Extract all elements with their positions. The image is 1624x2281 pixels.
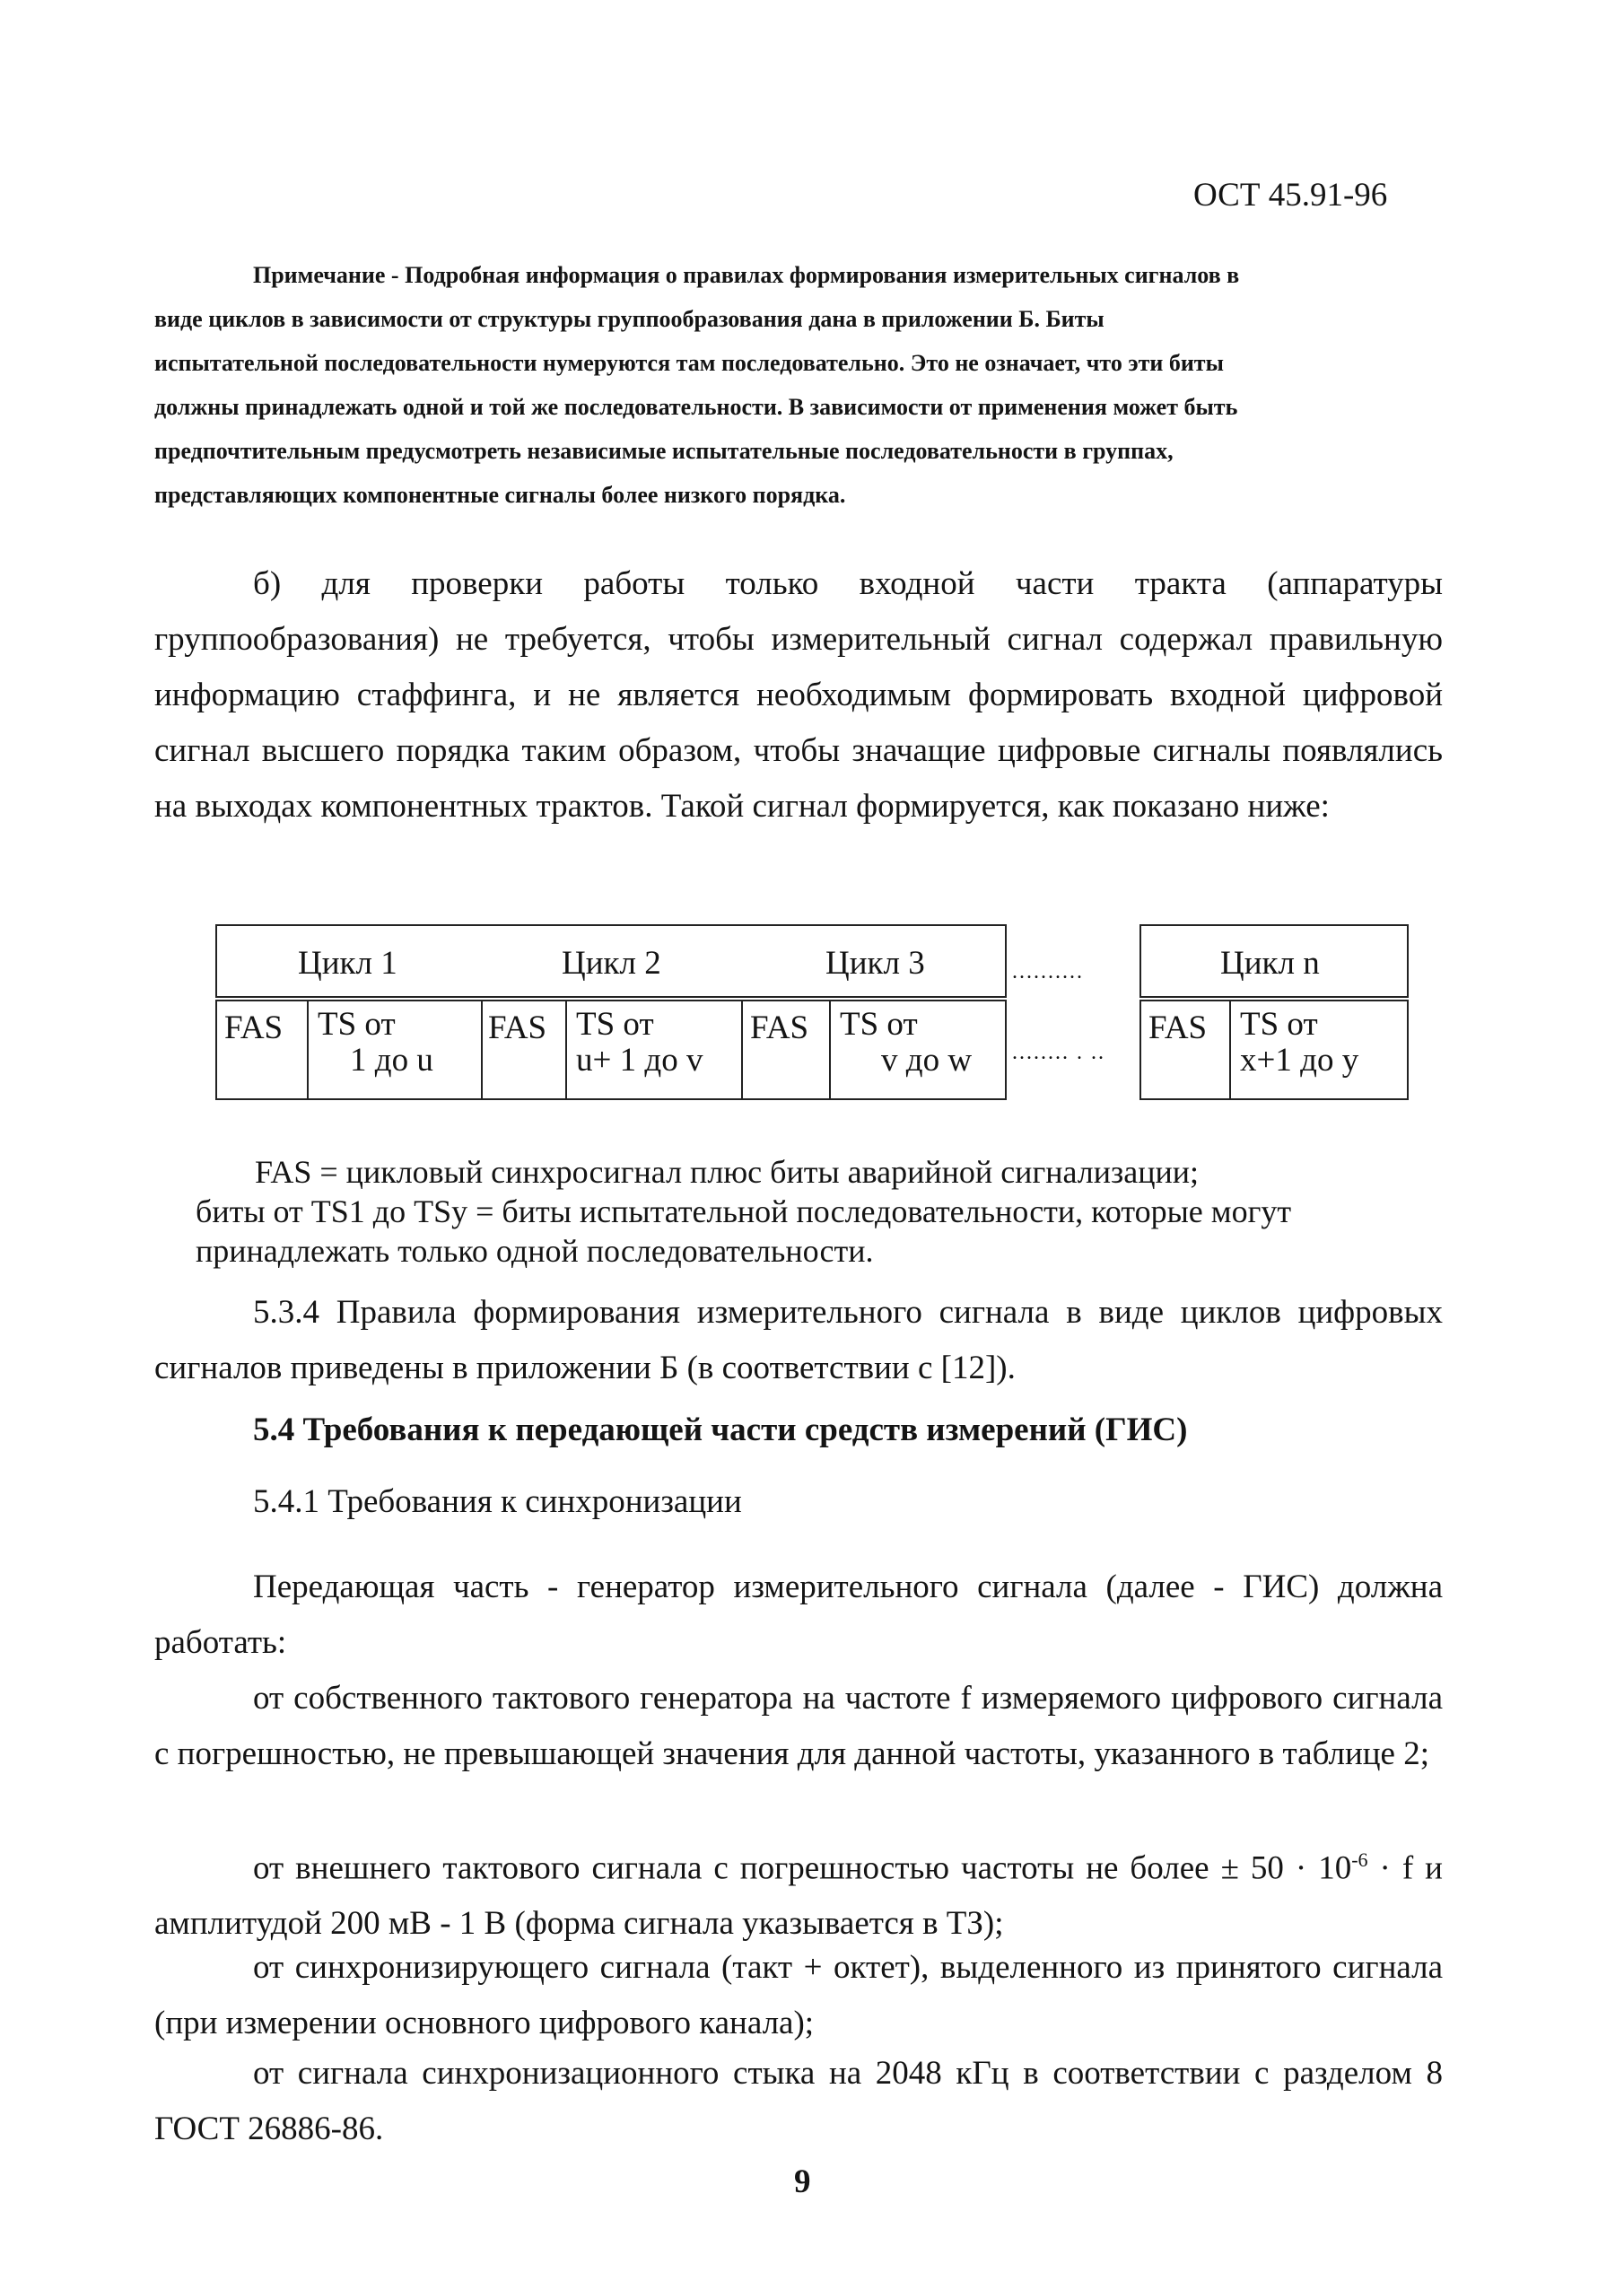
paragraph-b-text: б) для проверки работы только входной части тракта (аппаратуры группообразования) не требуется, чтобы измерительный сигнал содержал правильную информацию стаффинга, и не является необходимым формировать входной цифровой сигнал высшего порядка таким образом, чтобы значащие цифровые сигналы появлялись на выходах компонентных трактов. Такой сигнал формируется, как показано ниже: (154, 565, 1443, 825)
frame-diagram (215, 924, 1409, 1104)
legend-line: принадлежать только одной последовательности. (196, 1233, 874, 1269)
fas-label: FAS (1148, 1009, 1208, 1046)
cycle-1-label: Цикл 1 (298, 945, 397, 982)
ts-cell-3 (829, 1000, 1007, 1100)
paragraph-gis-text: Передающая часть - генератор измерительного сигнала (далее - ГИС) должна работать: (154, 1569, 1443, 1661)
diagram-legend (196, 1152, 1291, 1271)
dots-top: .......... (1012, 960, 1084, 983)
paragraph-5-3-4-text: 5.3.4 Правила формирования измерительного сигнала в виде циклов цифровых сигналов приведены в приложении Б (в соответствии с [12]). (154, 1294, 1443, 1386)
fas-cell-2 (481, 1000, 567, 1100)
paragraph-2048-text: от сигнала синхронизационного стыка на 2048 кГц в соответствии с разделом 8 ГОСТ 26886-86. (154, 2055, 1443, 2147)
paragraph-own-clock (154, 1671, 1443, 1782)
fas-label: FAS (224, 1009, 284, 1046)
fas-cell-3 (741, 1000, 831, 1100)
ts-line: TS от (318, 1006, 396, 1043)
ts-line: TS от (576, 1006, 654, 1043)
fas-label: FAS (488, 1009, 547, 1046)
paragraph-5-3-4 (154, 1285, 1443, 1396)
fas-cell-1 (215, 1000, 309, 1100)
ext-exponent: -6 (1351, 1848, 1368, 1871)
ts-line: u+ 1 до v (576, 1042, 703, 1079)
section-heading-5-4: 5.4 Требования к передающей части средств измерений (ГИС) (253, 1411, 1188, 1448)
paragraph-own-clock-text: от собственного тактового генератора на частоте f измеряемого цифрового сигнала с погрешностью, не превышающей значения для данной частоты, указанного в таблице 2; (154, 1680, 1443, 1772)
section-heading-5-4-1: 5.4.1 Требования к синхронизации (253, 1483, 742, 1520)
page-number: 9 (794, 2163, 811, 2200)
ts-line: 1 до u (350, 1042, 433, 1079)
note-block (154, 253, 1437, 517)
dots-bottom: ........ . .. (1012, 1041, 1105, 1064)
note-line: представляющих компонентные сигналы более низкого порядка. (154, 482, 846, 508)
paragraph-gis (154, 1560, 1443, 1671)
ts-line: x+1 до y (1240, 1042, 1359, 1079)
fas-label: FAS (750, 1009, 809, 1046)
note-line: Примечание - Подробная информация о правилах формирования измерительных сигналов в (253, 262, 1240, 288)
cycle-2-label: Цикл 2 (562, 945, 661, 982)
ts-line: v до w (881, 1042, 973, 1079)
paragraph-sync-signal (154, 1940, 1443, 2051)
paragraph-sync-signal-text: от синхронизирующего сигнала (такт + октет), выделенного из принятого сигнала (при измерении основного цифрового канала); (154, 1949, 1443, 2041)
paragraph-2048 (154, 2046, 1443, 2157)
document-code: ОСТ 45.91-96 (1193, 177, 1388, 214)
ts-line: TS от (840, 1006, 918, 1043)
fas-cell-n (1139, 1000, 1231, 1100)
paragraph-b (154, 556, 1443, 835)
note-line: должны принадлежать одной и той же последовательности. В зависимости от применения может быть (154, 394, 1238, 420)
note-line: виде циклов в зависимости от структуры группообразования дана в приложении Б. Биты (154, 306, 1104, 332)
ext-text-a: от внешнего тактового сигнала с погрешностью частоты не более ± 50 · 10 (253, 1849, 1352, 1887)
cycle-3-label: Цикл 3 (825, 945, 925, 982)
ts-cell-n (1229, 1000, 1409, 1100)
legend-line: биты от TS1 до TSy = биты испытательной последовательности, которые могут (196, 1193, 1292, 1229)
note-line: предпочтительным предусмотреть независимые испытательные последовательности в группах, (154, 438, 1174, 464)
ext-text-b: · f и амплитудой 200 мВ - 1 В (форма сигнала указывается в ТЗ); (154, 1849, 1443, 1943)
ts-line: TS от (1240, 1006, 1318, 1043)
note-line: испытательной последовательности нумеруются там последовательно. Это не означает, что эти биты (154, 350, 1224, 376)
cycle-n-label: Цикл n (1220, 945, 1320, 982)
paragraph-external-clock-text (154, 1832, 1443, 1952)
legend-line: FAS = цикловый синхросигнал плюс биты аварийной сигнализации; (255, 1154, 1199, 1190)
paragraph-external-clock (154, 1832, 1443, 1952)
ts-cell-2 (565, 1000, 743, 1100)
ts-cell-1 (307, 1000, 483, 1100)
